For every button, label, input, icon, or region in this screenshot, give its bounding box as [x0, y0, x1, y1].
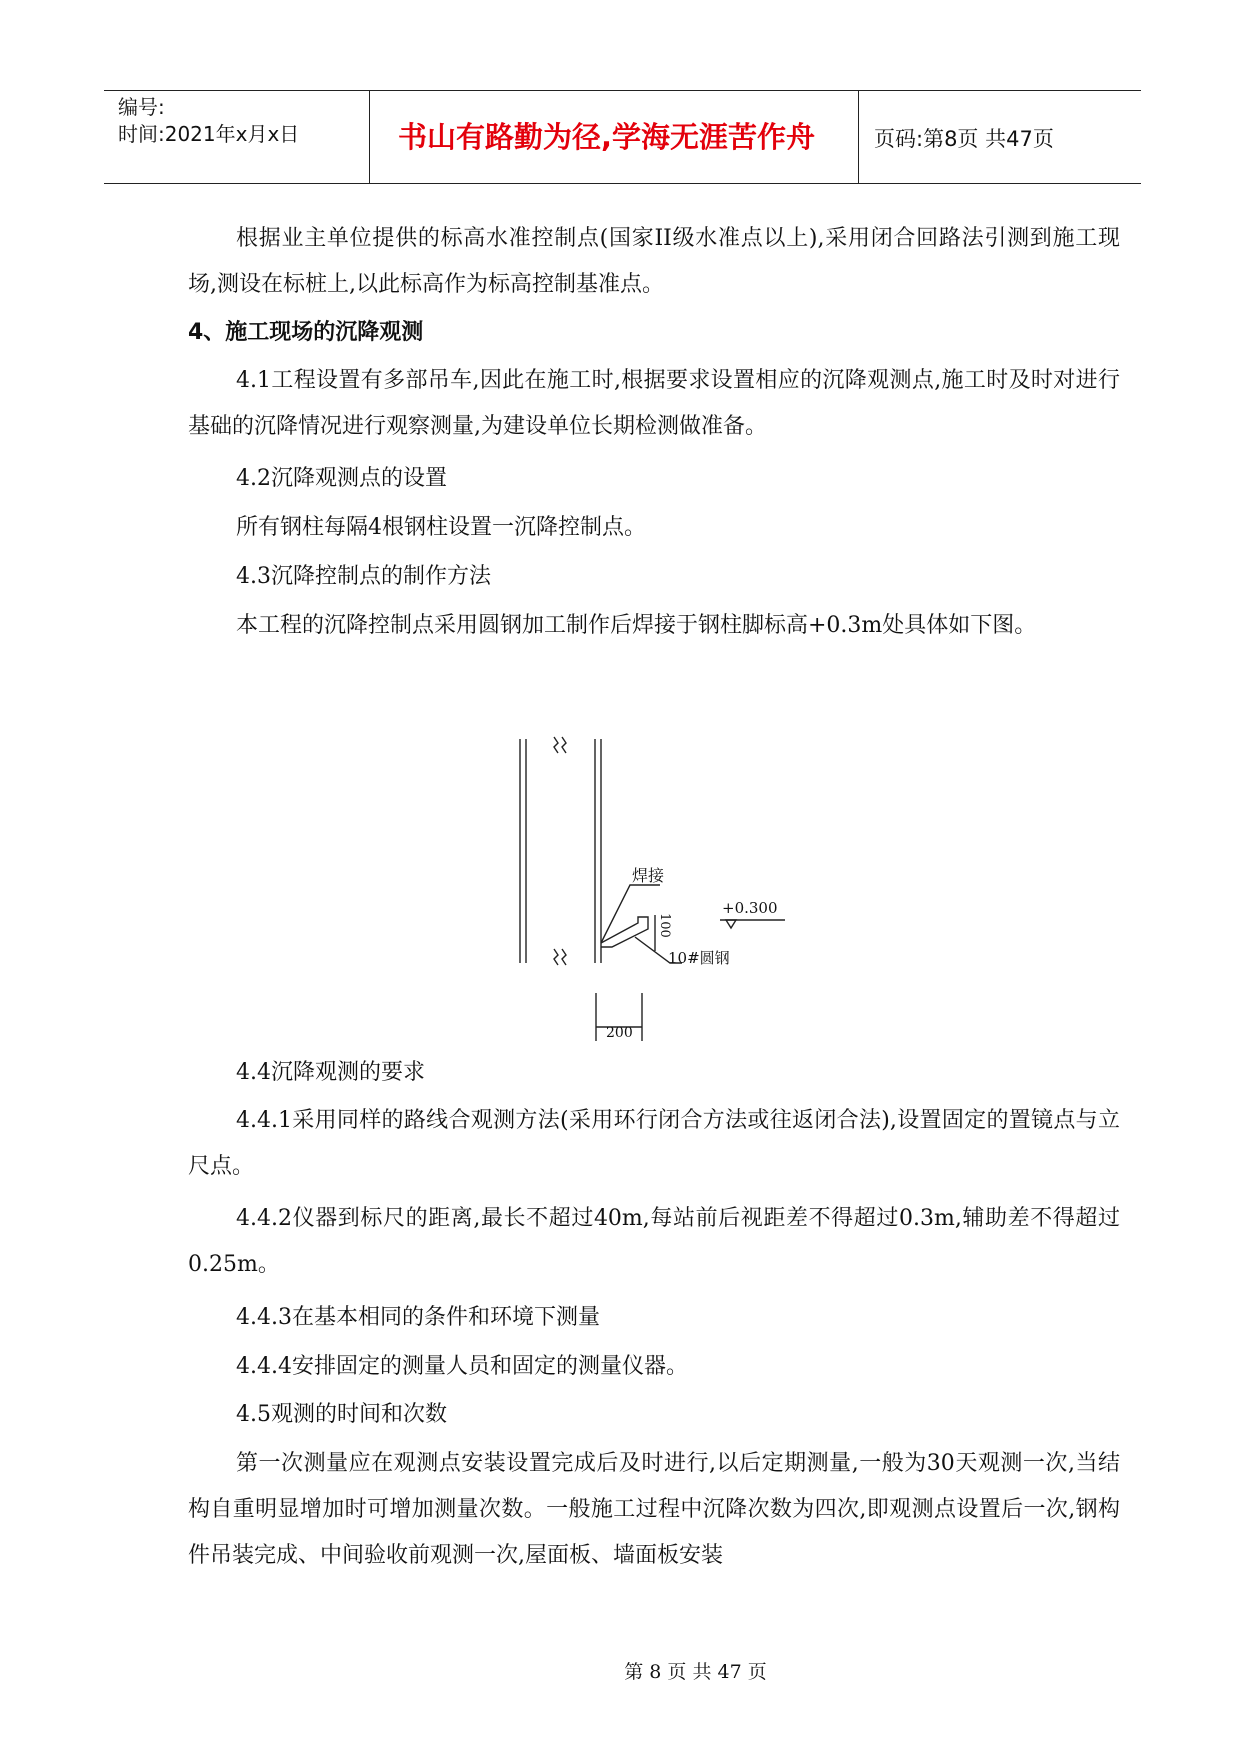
elevation-label: +0.300	[722, 899, 778, 917]
paragraph-benchmark: 根据业主单位提供的标高水准控制点(国家II级水准点以上),采用闭合回路法引测到施工现场,测设在标桩上,以此标高作为标高控制基准点。	[188, 226, 1120, 297]
settlement-point-figure	[500, 725, 800, 1055]
document-number-label: 编号:	[118, 95, 165, 119]
header-motto: 书山有路勤为径,学海无涯苦作舟	[397, 120, 816, 154]
header-left	[118, 94, 299, 148]
paragraph-4-4-4: 4.4.4安排固定的测量人员和固定的测量仪器。	[236, 1354, 688, 1379]
paragraph-4-3: 4.3沉降控制点的制作方法	[236, 564, 491, 589]
paragraph-4-3-text: 本工程的沉降控制点采用圆钢加工制作后焊接于钢柱脚标高+0.3m处具体如下图。	[236, 613, 1037, 638]
document-time-label: 时间:2021年x月x日	[118, 122, 300, 146]
page-header	[104, 90, 1141, 184]
header-page-number: 页码:第8页 共47页	[874, 127, 1054, 151]
dimension-100-label: 100	[657, 913, 672, 938]
paragraph-4-4-1: 4.4.1采用同样的路线合观测方法(采用环行闭合方法或往返闭合法),设置固定的置镜点与立尺点。	[188, 1108, 1120, 1179]
paragraph-4-2: 4.2沉降观测点的设置	[236, 466, 447, 491]
header-divider	[369, 91, 370, 183]
paragraph-4-4-2: 4.4.2仪器到标尺的距离,最长不超过40m,每站前后视距差不得超过0.3m,辅助差不得超过0.25m。	[188, 1206, 1120, 1277]
header-divider	[858, 91, 859, 183]
dimension-200-label: 200	[606, 1025, 633, 1041]
paragraph-4-4: 4.4沉降观测的要求	[236, 1060, 425, 1085]
weld-label: 焊接	[632, 866, 665, 885]
page-footer: 第 8 页 共 47 页	[624, 1661, 767, 1683]
paragraph-4-5: 4.5观测的时间和次数	[236, 1402, 447, 1427]
section-heading-4: 4、施工现场的沉降观测	[188, 320, 424, 345]
paragraph-4-4-3: 4.4.3在基本相同的条件和环境下测量	[236, 1305, 600, 1330]
paragraph-4-1: 4.1工程设置有多部吊车,因此在施工时,根据要求设置相应的沉降观测点,施工时及时对进行基础的沉降情况进行观察测量,为建设单位长期检测做准备。	[188, 368, 1120, 439]
paragraph-4-5-text: 第一次测量应在观测点安装设置完成后及时进行,以后定期测量,一般为30天观测一次,当结构自重明显增加时可增加测量次数。一般施工过程中沉降次数为四次,即观测点设置后一次,钢构件吊装完成、中间验收前观测一次,屋面板、墙面板安装	[188, 1451, 1120, 1568]
paragraph-4-2-text: 所有钢柱每隔4根钢柱设置一沉降控制点。	[236, 515, 646, 540]
rebar-label: 10#圆钢	[668, 949, 730, 967]
